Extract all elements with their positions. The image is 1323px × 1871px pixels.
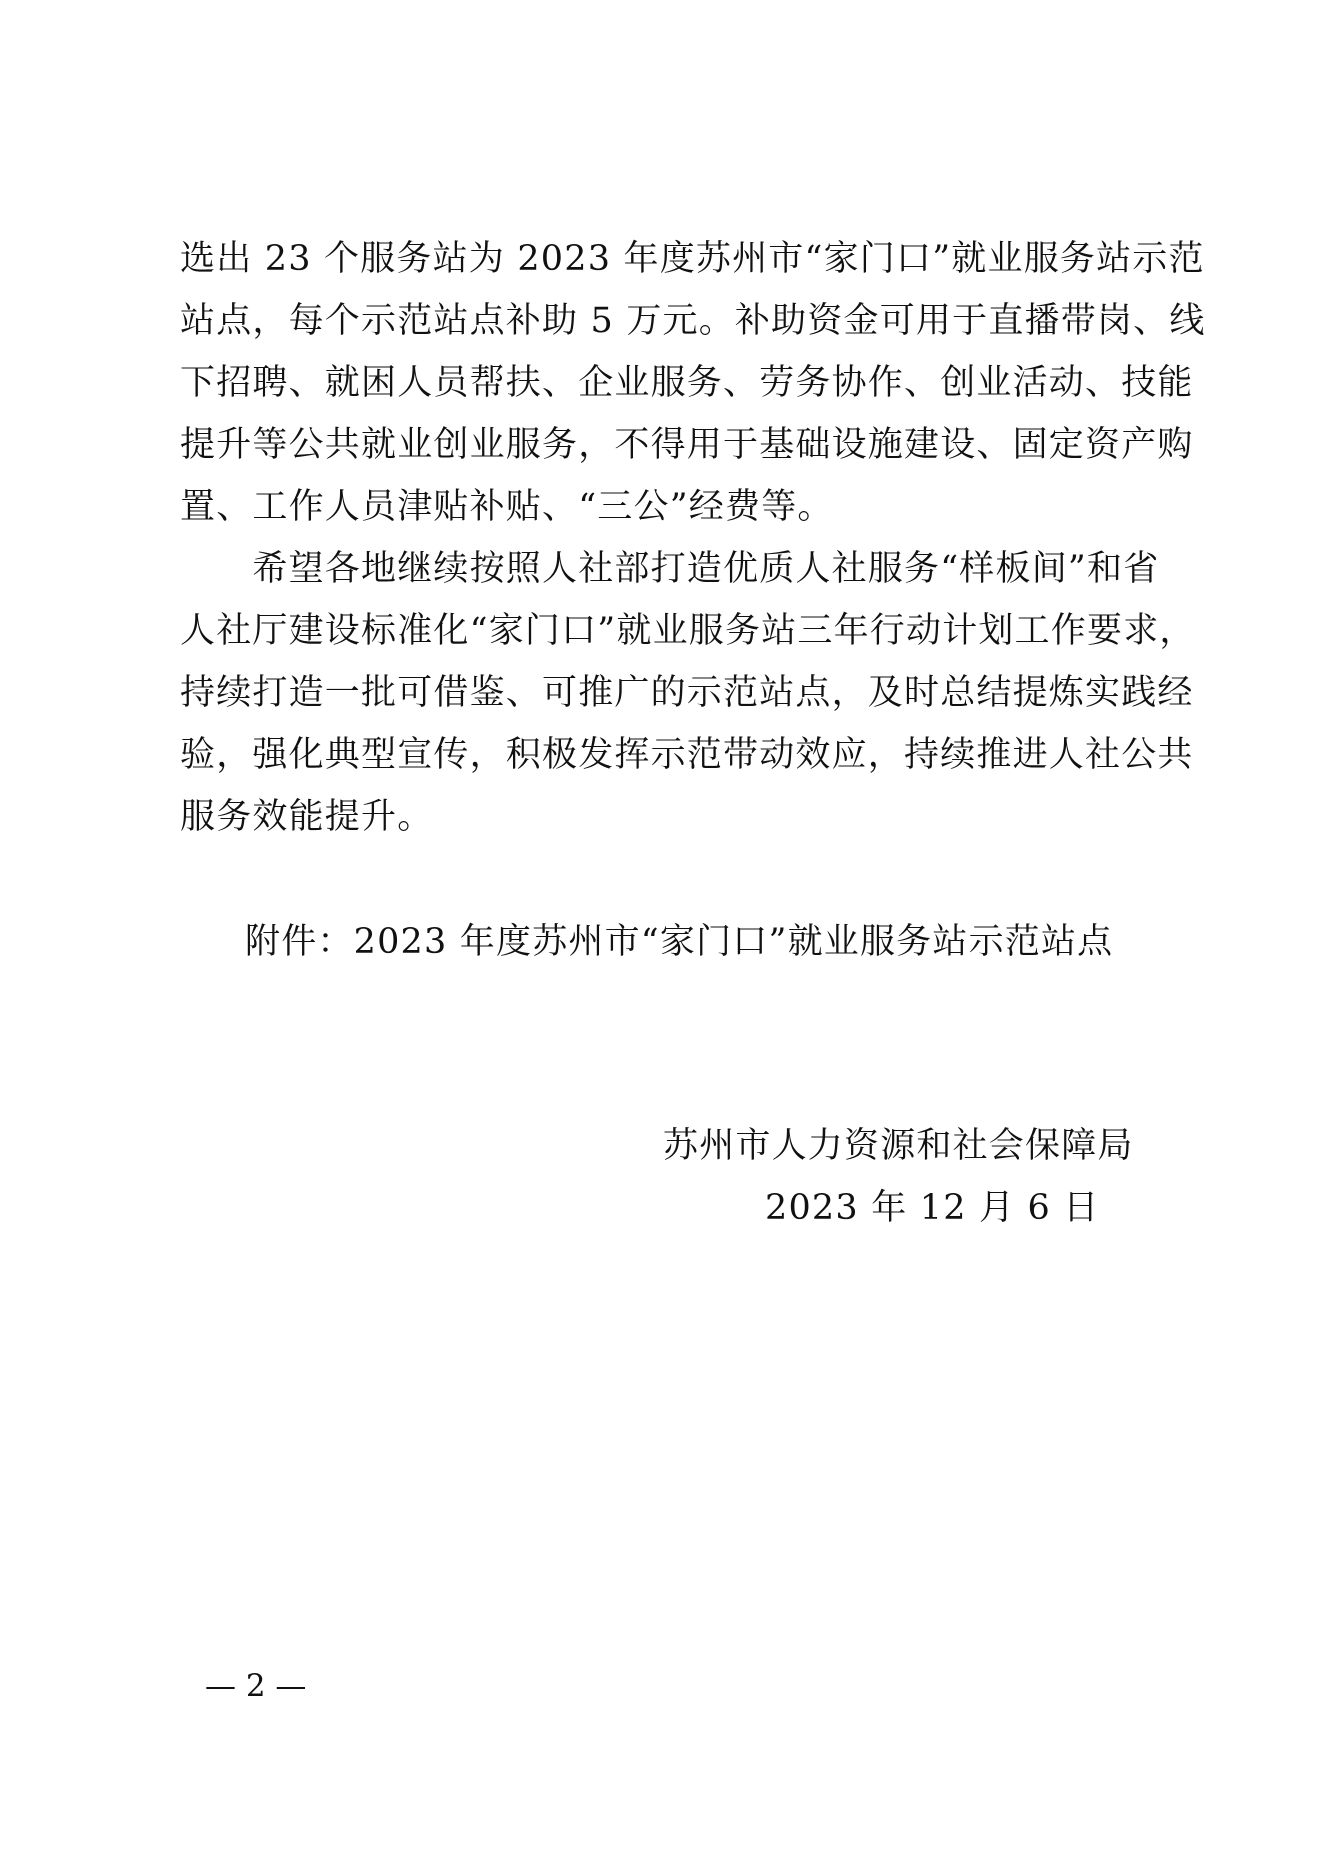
- body-line-4: 提升等公共就业创业服务，不得用于基础设施建设、固定资产购: [180, 425, 1194, 465]
- issuing-authority: 苏州市人力资源和社会保障局: [663, 1126, 1134, 1166]
- body-line-2: 站点，每个示范站点补助 5 万元。补助资金可用于直播带岗、线: [180, 301, 1206, 341]
- body-line-1: 选出 23 个服务站为 2023 年度苏州市“家门口”就业服务站示范: [180, 239, 1205, 279]
- page-number: — 2 —: [205, 1668, 307, 1704]
- body-line-8: 持续打造一批可借鉴、可推广的示范站点，及时总结提炼实践经: [180, 673, 1194, 713]
- body-line-3: 下招聘、就困人员帮扶、企业服务、劳务协作、创业活动、技能: [180, 363, 1194, 403]
- body-line-9: 验，强化典型宣传，积极发挥示范带动效应，持续推进人社公共: [180, 735, 1194, 775]
- body-line-10: 服务效能提升。: [180, 797, 434, 837]
- issue-date: 2023 年 12 月 6 日: [765, 1188, 1100, 1228]
- body-line-7: 人社厅建设标准化“家门口”就业服务站三年行动计划工作要求，: [180, 611, 1196, 651]
- annex-reference: 附件：2023 年度苏州市“家门口”就业服务站示范站点: [245, 922, 1114, 962]
- body-line-5: 置、工作人员津贴补贴、“三公”经费等。: [180, 487, 834, 527]
- body-line-6: 希望各地继续按照人社部打造优质人社服务“样板间”和省: [180, 549, 1160, 589]
